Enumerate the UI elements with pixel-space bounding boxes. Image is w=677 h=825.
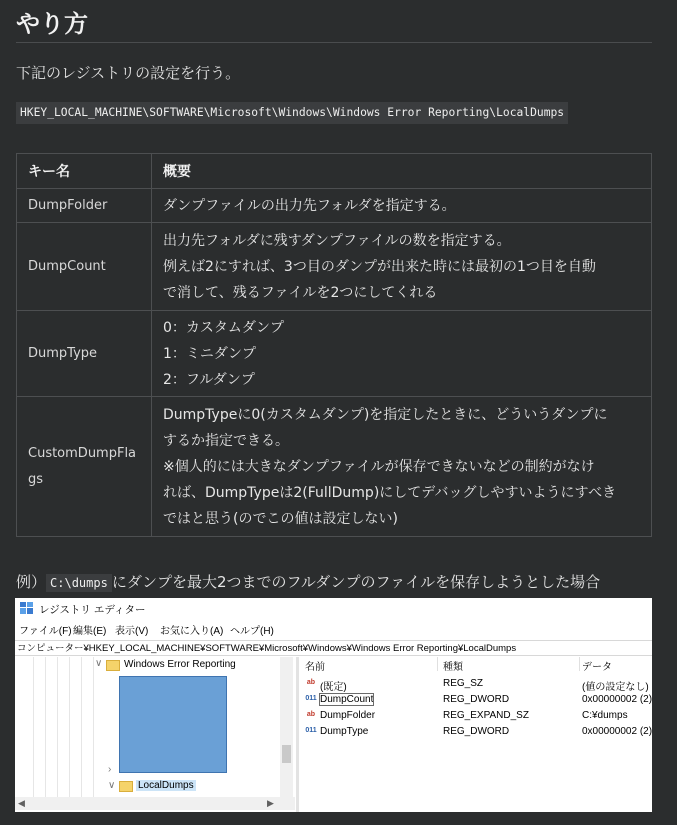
summary-line: ではと思う(のでこの値は設定しない) [163, 510, 398, 527]
summary-line: 1：ミニダンプ [163, 345, 257, 362]
table-row [17, 311, 652, 397]
column-separator [579, 657, 580, 671]
summary-line: 出力先フォルダに残すダンプファイルの数を指定する。 [163, 232, 511, 249]
value-type: REG_DWORD [443, 694, 510, 705]
tree-guide-line [69, 657, 70, 797]
window-title: レジストリ エディター [39, 604, 146, 616]
table-row [17, 397, 652, 537]
summary-line: ※個人的には大きなダンプファイルが保存できないなどの制約がなけ [163, 458, 595, 475]
values-list-pane[interactable] [301, 657, 652, 812]
key-tree-pane[interactable] [15, 657, 295, 812]
example-path-code: C:\dumps [46, 574, 112, 592]
tree-guide-line [45, 657, 46, 797]
tree-guide-line [33, 657, 34, 797]
summary-cell [152, 189, 652, 223]
registry-path-code: HKEY_LOCAL_MACHINE\SOFTWARE\Microsoft\Windows\Windows Error Reporting\LocalDumps [16, 102, 568, 124]
value-name: DumpCount [320, 694, 374, 705]
tree-guide-line [81, 657, 82, 797]
pane-splitter[interactable] [296, 657, 299, 812]
address-bar[interactable]: コンピューター¥HKEY_LOCAL_MACHINE¥SOFTWARE¥Microsoft¥Windows¥Windows Error Reporting¥LocalDumps [15, 640, 652, 656]
registry-editor-window [15, 598, 652, 812]
folder-icon [119, 781, 133, 792]
window-titlebar [15, 598, 652, 618]
value-type: REG_DWORD [443, 726, 510, 737]
chevron-down-icon[interactable]: ∨ [108, 780, 116, 791]
string-value-icon: ab [306, 711, 316, 718]
summary-line: DumpTypeに0(カスタムダンプ)を指定したときに、どういうダンプに [163, 406, 608, 423]
tree-item-windows-error-reporting[interactable]: Windows Error Reporting [124, 659, 236, 670]
table-header-row [17, 154, 652, 189]
tree-horizontal-scrollbar[interactable] [15, 797, 295, 810]
key-name-line: gs [28, 471, 44, 487]
example-suffix: にダンプを最大2つまでのフルダンプのファイルを保存しようとした場合 [111, 573, 601, 591]
string-value-icon: ab [306, 679, 316, 686]
value-row[interactable] [301, 724, 652, 740]
key-name-cell: DumpType [17, 311, 152, 397]
summary-line: 0：カスタムダンプ [163, 319, 285, 336]
tree-guide-line [57, 657, 58, 797]
menu-edit[interactable]: 編集(E) [73, 626, 107, 637]
value-name: (既定) [320, 682, 347, 693]
value-data: (値の設定なし) [582, 682, 649, 693]
column-separator [437, 657, 438, 671]
summary-line: れば、DumpTypeは2(FullDump)にしてデバッグしやすいようにすべき [163, 484, 617, 501]
key-name-cell [17, 397, 152, 537]
value-data: 0x00000002 (2) [582, 726, 652, 737]
heading-divider [16, 42, 652, 43]
example-caption [16, 571, 600, 592]
key-name-line: CustomDumpFla [28, 445, 137, 461]
value-data: 0x00000002 (2) [582, 694, 652, 705]
summary-line: するか指定できる。 [163, 432, 289, 449]
column-header-type[interactable]: 種類 [443, 662, 463, 673]
value-type: REG_SZ [443, 678, 484, 689]
summary-cell [152, 311, 652, 397]
chevron-right-icon[interactable]: › [108, 764, 112, 775]
menu-file[interactable]: ファイル(F) [19, 626, 72, 637]
intro-text: 下記のレジストリの設定を行う。 [16, 64, 241, 82]
column-header-summary: 概要 [152, 154, 652, 189]
summary-line: 例えば2にすれば、3つ目のダンプが出来た時には最初の1つ目を自動 [163, 258, 596, 275]
menu-favorites[interactable]: お気に入り(A) [160, 626, 224, 637]
tree-item-localdumps[interactable]: LocalDumps [138, 780, 194, 791]
scroll-right-icon[interactable]: ▶ [267, 798, 274, 808]
column-header-data[interactable]: データ [582, 662, 612, 673]
table-row [17, 189, 652, 223]
value-data: C:¥dumps [582, 710, 628, 721]
folder-icon [106, 660, 120, 671]
key-name-cell: DumpFolder [17, 189, 152, 223]
dword-value-icon: 011 [305, 727, 317, 734]
tree-vertical-scrollbar[interactable] [280, 657, 293, 807]
summary-cell [152, 397, 652, 537]
value-row[interactable] [301, 692, 652, 708]
registry-editor-icon [20, 602, 33, 614]
summary-line: 2：フルダンプ [163, 371, 255, 388]
registry-keys-table [16, 153, 652, 537]
value-name: DumpType [320, 726, 369, 737]
summary-line: で消して、残るファイルを2つにしてくれる [163, 284, 438, 301]
scrollbar-thumb[interactable] [282, 745, 291, 763]
page-heading: やり方 [16, 10, 88, 38]
summary-cell [152, 223, 652, 311]
value-row[interactable] [301, 708, 652, 724]
column-header-key-name: キー名 [17, 154, 152, 189]
redacted-subkeys-block [119, 676, 227, 773]
dword-value-icon: 011 [305, 695, 317, 702]
summary-line: ダンプファイルの出力先フォルダを指定する。 [163, 197, 456, 214]
value-type: REG_EXPAND_SZ [443, 710, 529, 721]
menu-view[interactable]: 表示(V) [115, 626, 149, 637]
value-row[interactable] [301, 676, 652, 692]
key-name-cell: DumpCount [17, 223, 152, 311]
tree-guide-line [93, 657, 94, 797]
table-row [17, 223, 652, 311]
scroll-left-icon[interactable]: ◀ [18, 798, 25, 808]
menu-help[interactable]: ヘルプ(H) [230, 626, 274, 637]
value-name: DumpFolder [320, 710, 376, 721]
column-header-name[interactable]: 名前 [305, 662, 325, 673]
example-prefix: 例） [16, 573, 47, 591]
chevron-down-icon[interactable]: ∨ [95, 658, 103, 669]
